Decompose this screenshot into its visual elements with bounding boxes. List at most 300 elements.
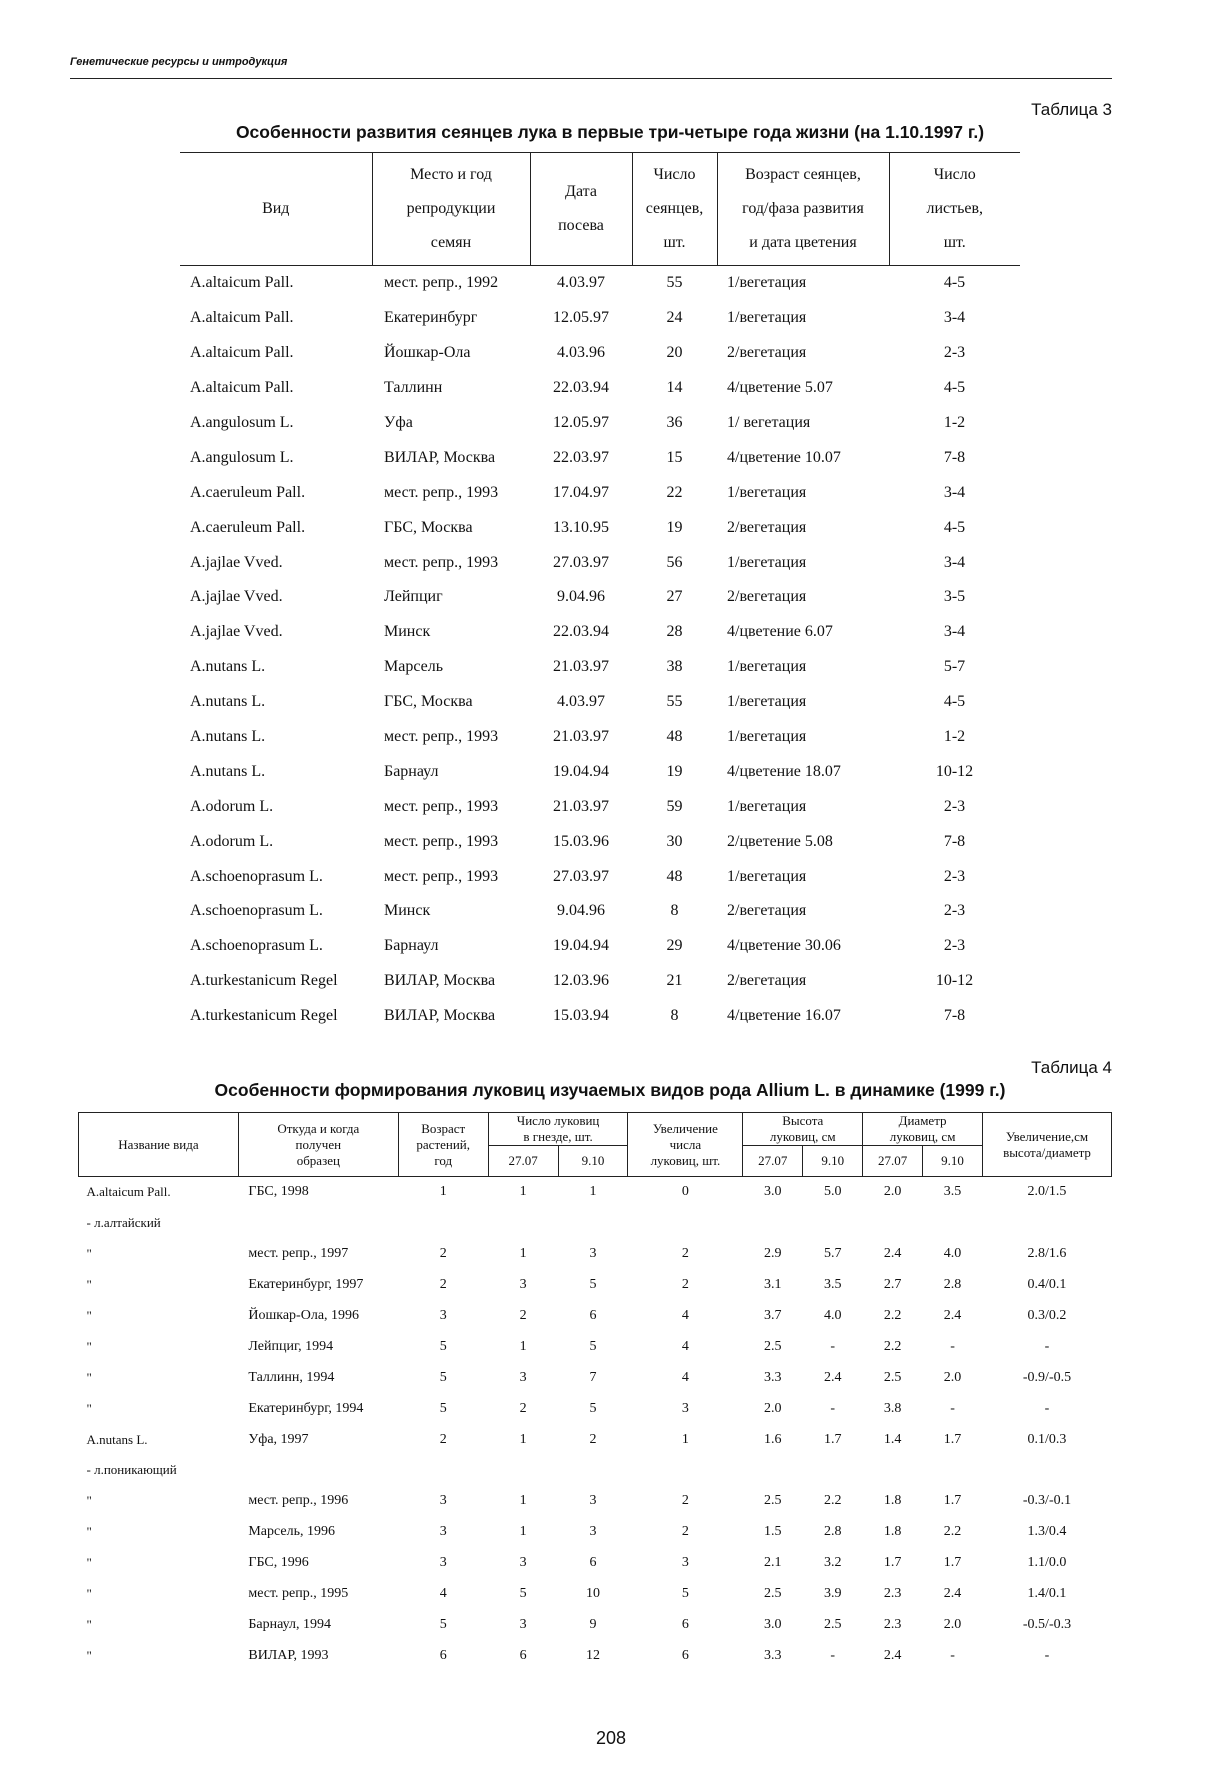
table4-cell: 1 [519, 1338, 527, 1354]
table4-cell: 2 [439, 1246, 447, 1262]
table4-cell: 5 [589, 1277, 597, 1293]
table3-row [180, 545, 1020, 580]
table4-cell: 2.4 [823, 1369, 842, 1385]
table3-cell: A.turkestanicum Regel [190, 1007, 338, 1025]
table4-cell: Уфа, 1997 [248, 1431, 309, 1447]
table4-cell: " [86, 1400, 92, 1416]
table4-cell [863, 1455, 923, 1486]
table3-cell: 12.05.97 [553, 309, 609, 327]
table4-cell: " [86, 1616, 92, 1632]
table3-cell: A.schoenoprasum L. [190, 937, 323, 955]
table4-cell: Йошкар-Ола, 1996 [248, 1308, 360, 1323]
table4-cell: 4 [681, 1369, 689, 1385]
page-number: 208 [595, 1728, 627, 1748]
table3-cell: Уфа [384, 414, 413, 431]
table4-header-diameter-d2: 9.10 [923, 1146, 983, 1177]
table3-cell: A.jajlae Vved. [190, 553, 283, 571]
table4-cell: 2.0 [764, 1400, 782, 1416]
table3-cell: A.nutans L. [190, 693, 266, 711]
table3-cell: 48 [666, 728, 683, 746]
table4-cell: 1.5 [764, 1524, 782, 1540]
table3-cell: Барнаул [384, 937, 439, 955]
table4-row [79, 1208, 1112, 1239]
table3-cell: 27.03.97 [553, 553, 609, 571]
table4-cell [743, 1208, 803, 1239]
table3-cell: 36 [666, 414, 683, 431]
table4-row [79, 1331, 1112, 1362]
table3-cell: 22 [666, 483, 683, 501]
table4-cell: 5 [589, 1400, 597, 1416]
table4-cell: 3.1 [764, 1277, 782, 1293]
table4-cell: 2.2 [883, 1308, 902, 1323]
table4-cell: 5 [589, 1338, 597, 1354]
table3-cell: 4.03.97 [557, 274, 605, 292]
table4-cell: 2 [519, 1400, 527, 1416]
table4-cell: 1.7 [943, 1431, 962, 1447]
table4-cell: 9 [589, 1616, 597, 1632]
table3-row [180, 475, 1020, 510]
table3-cell: 59 [666, 797, 683, 815]
table4-cell: 3 [439, 1524, 447, 1540]
table3-cell: 1/вегетация [727, 728, 807, 746]
table4-cell: 3 [681, 1555, 689, 1571]
table4-cell: 1.4/0.1 [1027, 1586, 1067, 1602]
table3 [180, 152, 1020, 1034]
table4-cell: ГБС, 1996 [248, 1555, 309, 1571]
table3-row [180, 266, 1020, 301]
table4-cell: - [950, 1400, 955, 1416]
table4-cell: " [86, 1308, 92, 1323]
table3-cell: A.jajlae Vved. [190, 623, 283, 641]
table4-row [79, 1362, 1112, 1393]
table4-cell: 0 [628, 1177, 743, 1208]
table3-row [180, 685, 1020, 720]
table4-cell: 7 [589, 1369, 597, 1385]
table3-cell: 20 [666, 344, 683, 362]
table4-cell [983, 1455, 1112, 1486]
table3-cell: мест. репр., 1993 [384, 867, 499, 885]
table3-cell: 4-5 [943, 518, 966, 536]
table3-body [180, 266, 1020, 1034]
table4-row [79, 1301, 1112, 1332]
table4-header-height-d1: 27.07 [743, 1146, 803, 1177]
table4-cell: " [86, 1338, 92, 1354]
table4-cell: 2.5 [764, 1586, 782, 1602]
table3-cell: 12.05.97 [553, 414, 609, 431]
table3-cell: 4.03.97 [557, 693, 605, 711]
table4-cell: 2.7 [883, 1277, 902, 1293]
table4-cell: ВИЛАР, 1993 [248, 1647, 329, 1663]
table4-cell: " [86, 1277, 92, 1293]
table4-cell: 3 [519, 1277, 527, 1293]
table4-row [79, 1640, 1112, 1671]
table3-row [180, 580, 1020, 615]
table4-cell: 1 [398, 1177, 488, 1208]
table4-cell: 1 [488, 1177, 558, 1208]
table4-cell: ГБС, 1998 [238, 1177, 398, 1208]
table3-cell: Таллинн [384, 379, 443, 397]
table3-cell: 3-4 [943, 309, 966, 327]
table4-cell: - [830, 1400, 836, 1416]
table3-cell: 1/вегетация [727, 309, 807, 327]
table4-cell [803, 1455, 863, 1486]
table4-header-diameter: Диаметр луковиц, см [863, 1113, 983, 1146]
table3-cell: 1-2 [943, 728, 966, 746]
table4-header-diameter-d1: 27.07 [863, 1146, 923, 1177]
table3-cell: 2/вегетация [727, 344, 807, 362]
table4-body [79, 1177, 1112, 1672]
table3-cell: 1/вегетация [727, 274, 807, 292]
table4-cell: 3 [519, 1369, 527, 1385]
table4-cell: - л.алтайский [86, 1215, 161, 1231]
table3-row [180, 964, 1020, 999]
table4-cell: 4.0 [943, 1246, 962, 1262]
table3-row [180, 894, 1020, 929]
table4-cell: 3.0 [743, 1177, 803, 1208]
table4-cell: 5 [681, 1586, 689, 1602]
table4-cell: 1 [558, 1177, 628, 1208]
table4-cell: 6 [681, 1616, 689, 1632]
table4-cell: - [950, 1647, 955, 1663]
table3-row [180, 406, 1020, 441]
running-header [70, 56, 1112, 79]
table4-cell: 1.8 [883, 1524, 902, 1540]
table3-label: Таблица 3 [1031, 100, 1112, 119]
table4-cell: - л.поникающий [86, 1462, 177, 1478]
table3-cell: 19 [666, 762, 683, 780]
table3-cell: 12.03.96 [553, 972, 609, 990]
table4-cell: 1.8 [883, 1493, 902, 1509]
table4-cell [743, 1455, 803, 1486]
table3-cell: мест. репр., 1993 [384, 728, 499, 746]
table3-cell: 1/вегетация [727, 553, 807, 571]
table3-cell: ГБС, Москва [384, 693, 473, 711]
table4-cell: 4.0 [823, 1308, 842, 1323]
table4-cell: 2.8 [943, 1277, 962, 1293]
table4-cell: 0.4/0.1 [1027, 1277, 1067, 1293]
table3-cell: 2/вегетация [727, 518, 807, 536]
table3-row [180, 440, 1020, 475]
table4-cell: 3.8 [883, 1400, 902, 1416]
table3-cell: 9.04.96 [557, 588, 605, 606]
table3-cell: 4-5 [943, 693, 966, 711]
table3-cell: A.nutans L. [190, 762, 266, 780]
table4-cell: 3.3 [764, 1369, 782, 1385]
table3-cell: 30 [666, 832, 683, 850]
table3-cell: 19.04.94 [553, 937, 609, 955]
table4-cell: " [86, 1369, 92, 1385]
table4-cell: " [86, 1493, 92, 1509]
table3-cell: 21 [666, 972, 683, 990]
table4-cell: 3 [589, 1524, 597, 1540]
table4-cell [488, 1208, 558, 1239]
table4-cell: 2 [681, 1524, 689, 1540]
table3-row [180, 615, 1020, 650]
table3-cell: 15 [666, 448, 683, 466]
table3-cell: 10-12 [935, 972, 974, 990]
table3-row [180, 859, 1020, 894]
table3-cell: 2-3 [943, 797, 966, 815]
table4-cell: 2.5 [764, 1493, 782, 1509]
table3-cell: 21.03.97 [553, 797, 609, 815]
table3-cell: 2/вегетация [727, 972, 807, 990]
table4-cell: Таллинн, 1994 [248, 1369, 335, 1385]
table3-cell: A.turkestanicum Regel [190, 972, 338, 990]
table4-cell: 4 [681, 1338, 689, 1354]
table3-cell: 1/ вегетация [727, 414, 811, 431]
table3-cell: 3-5 [943, 588, 966, 606]
table4-cell: 2 [439, 1431, 447, 1447]
table3-cell: 7-8 [943, 448, 966, 466]
table4-cell: 3 [439, 1493, 447, 1509]
table3-cell: 1/вегетация [727, 867, 807, 885]
table3-row [180, 824, 1020, 859]
table3-cell: A.altaicum Pall. [190, 274, 294, 292]
table3-cell: 8 [670, 1007, 679, 1025]
table3-cell: мест. репр., 1993 [384, 553, 499, 571]
table4-cell: 6 [519, 1647, 527, 1663]
table4-row [79, 1270, 1112, 1301]
table4-cell: 6 [681, 1647, 689, 1663]
table4-header-height: Высота луковиц, см [743, 1113, 863, 1146]
table4-cell: 3.3 [764, 1647, 782, 1663]
table4-row [79, 1486, 1112, 1517]
table3-cell: A.altaicum Pall. [190, 309, 294, 327]
table3-cell: 2-3 [943, 937, 966, 955]
table3-cell: 19 [666, 518, 683, 536]
table4-title: Особенности формирования луковиц изучаемых видов рода Allium L. в динамике (1999 г.) [214, 1080, 1006, 1100]
table3-cell: Екатеринбург [384, 309, 478, 327]
table4-cell [398, 1455, 488, 1486]
table3-cell: A.nutans L. [190, 658, 266, 676]
table3-cell: A.angulosum L. [190, 414, 294, 431]
table4-cell: - [830, 1647, 836, 1663]
table4-row [79, 1609, 1112, 1640]
table3-cell: Минск [384, 623, 431, 641]
table4-cell: 6 [589, 1308, 597, 1323]
table3-title: Особенности развития сеянцев лука в первые три-четыре года жизни (на 1.10.1997 г.) [235, 122, 985, 142]
table4-cell: -0.3/-0.1 [1022, 1493, 1072, 1509]
table4-cell: - [1044, 1400, 1050, 1416]
table4-cell: 2.1 [764, 1555, 782, 1571]
table4-cell: 2.8/1.6 [1027, 1246, 1067, 1262]
table4-cell [628, 1455, 743, 1486]
table4-header-source: Откуда и когда получен образец [238, 1113, 398, 1177]
table3-cell: 55 [666, 274, 683, 292]
table4-cell: 2.5 [764, 1338, 782, 1354]
table3-cell: 2-3 [943, 344, 966, 362]
table4-header-count-d1: 27.07 [488, 1146, 558, 1177]
table3-header-leaves: Число листьев, шт. [889, 153, 1020, 266]
table4-cell: 2.9 [764, 1246, 782, 1262]
table4-cell: - [1044, 1338, 1050, 1354]
table4-header-name: Название вида [79, 1113, 239, 1177]
table3-cell: A.schoenoprasum L. [190, 867, 323, 885]
table3-cell: A.jajlae Vved. [190, 588, 283, 606]
table4-cell: 2 [681, 1246, 689, 1262]
table3-cell: 1-2 [943, 414, 966, 431]
table4-cell: 5 [439, 1369, 447, 1385]
table4-cell: 3.5 [923, 1177, 983, 1208]
table4-cell: мест. репр., 1996 [248, 1493, 349, 1509]
table3-row [180, 720, 1020, 755]
table4-cell: 4 [439, 1586, 447, 1602]
table3-cell: 4/цветение 10.07 [727, 448, 841, 466]
table4-cell: 2.4 [943, 1308, 962, 1323]
table3-cell: 55 [666, 693, 683, 711]
table4-cell: Екатеринбург, 1994 [248, 1400, 364, 1416]
table4-cell: 1.7 [883, 1555, 902, 1571]
table3-cell: 22.03.97 [553, 448, 609, 466]
table3-cell: 15.03.94 [553, 1007, 609, 1025]
table3-row [180, 371, 1020, 406]
table4-cell [923, 1208, 983, 1239]
table4-row [79, 1517, 1112, 1548]
table3-cell: 1/вегетация [727, 483, 807, 501]
table4-cell: -0.9/-0.5 [1022, 1369, 1072, 1385]
table3-cell: 38 [666, 658, 683, 676]
table3-cell: Барнаул [384, 762, 439, 780]
table4-cell [558, 1455, 628, 1486]
table3-cell: Марсель [384, 658, 444, 676]
table3-cell: 1/вегетация [727, 797, 807, 815]
table4-cell: - [830, 1338, 836, 1354]
table4-cell: 5 [439, 1338, 447, 1354]
table4-header-count: Число луковиц в гнезде, шт. [488, 1113, 628, 1146]
table4-cell: 1.7 [823, 1431, 842, 1447]
table4-cell [628, 1208, 743, 1239]
table4-cell: 2.0/1.5 [983, 1177, 1112, 1208]
table3-cell: 4/цветение 16.07 [727, 1007, 841, 1025]
table4-cell: 2.3 [883, 1586, 902, 1602]
table3-cell: мест. репр., 1992 [384, 274, 499, 292]
table4-cell: 2.0 [943, 1369, 962, 1385]
table4-cell: 2.4 [883, 1246, 902, 1262]
table3-cell: 4.03.96 [557, 344, 605, 362]
table4-cell: 5 [439, 1616, 447, 1632]
table4-cell: - [950, 1338, 955, 1354]
table3-row [180, 301, 1020, 336]
table4-cell: Лейпциг, 1994 [248, 1338, 334, 1354]
running-header-text: Генетические ресурсы и интродукция [70, 56, 288, 68]
table3-cell: A.schoenoprasum L. [190, 902, 323, 920]
table3-cell: A.odorum L. [190, 832, 274, 850]
table4-cell: " [86, 1647, 92, 1663]
table3-header-age: Возраст сеянцев, год/фаза развития и дата цветения [717, 153, 889, 266]
table3-cell: 2-3 [943, 902, 966, 920]
table3-cell: 22.03.94 [553, 379, 609, 397]
table4-cell: -0.5/-0.3 [1022, 1616, 1072, 1632]
table4-header-increase: Увеличение числа луковиц, шт. [628, 1113, 743, 1177]
table3-row [180, 336, 1020, 371]
table4-cell: 3.9 [823, 1586, 842, 1602]
table4-row [79, 1424, 1112, 1455]
table4-cell: 3 [589, 1246, 597, 1262]
table4-cell: 1.4 [883, 1431, 902, 1447]
table4-cell: 3 [589, 1493, 597, 1509]
table4-cell: 2.2 [883, 1338, 902, 1354]
table4-cell: 1.3/0.4 [1027, 1524, 1067, 1540]
table4-cell: 3.7 [764, 1308, 782, 1323]
table4-cell: 3 [439, 1308, 447, 1323]
table3-cell: 56 [666, 553, 683, 571]
table3-cell: A.altaicum Pall. [190, 344, 294, 362]
table3-cell: 2/вегетация [727, 902, 807, 920]
table4-cell: " [86, 1246, 92, 1262]
table3-cell: мест. репр., 1993 [384, 832, 499, 850]
table3-cell: 1/вегетация [727, 658, 807, 676]
table3-cell: 27.03.97 [553, 867, 609, 885]
table3-header-row [180, 153, 1020, 266]
table4-cell [923, 1455, 983, 1486]
table3-cell: 10-12 [935, 762, 974, 780]
table3-row [180, 754, 1020, 789]
table4-header-height-d2: 9.10 [803, 1146, 863, 1177]
table4-cell: 3.0 [764, 1616, 782, 1632]
table4-cell: 12 [586, 1647, 601, 1663]
table4-cell: " [86, 1524, 92, 1540]
table3-header-count: Число сеянцев, шт. [632, 153, 717, 266]
table3-cell: 27 [666, 588, 683, 606]
table4-cell: 1 [519, 1524, 527, 1540]
table3-cell: 4/цветение 30.06 [727, 937, 841, 955]
table4-cell: 5.0 [803, 1177, 863, 1208]
table4-cell: A.nutans L. [86, 1431, 148, 1447]
table3-row [180, 650, 1020, 685]
table3-cell: 3-4 [943, 623, 966, 641]
table3-cell: A.caeruleum Pall. [190, 518, 306, 536]
table3-cell: 48 [666, 867, 683, 885]
table4-cell: Барнаул, 1994 [248, 1616, 331, 1632]
table3-cell: 3-4 [943, 483, 966, 501]
table3-row [180, 929, 1020, 964]
table4-cell: 2.5 [883, 1369, 902, 1385]
table4-cell: 3 [519, 1555, 527, 1571]
table3-cell: A.altaicum Pall. [190, 379, 294, 397]
table4-cell: 2 [589, 1431, 597, 1447]
table3-cell: 3-4 [943, 553, 966, 571]
table3-cell: 2/вегетация [727, 588, 807, 606]
table4-row [79, 1239, 1112, 1270]
table4-cell: 2.2 [823, 1493, 842, 1509]
table4-header-age: Возраст растений, год [398, 1113, 488, 1177]
table3-cell: 13.10.95 [553, 518, 609, 536]
table3-row [180, 510, 1020, 545]
table3-cell: Лейпциг [384, 588, 443, 606]
table4-cell: 2.3 [883, 1616, 902, 1632]
table4-cell: 1 [681, 1431, 689, 1447]
table3-cell: A.nutans L. [190, 728, 266, 746]
table4-cell: 2 [519, 1308, 527, 1323]
table3-cell: 29 [666, 937, 683, 955]
table3-cell: 7-8 [943, 1007, 966, 1025]
table4-cell: 3.5 [823, 1277, 842, 1293]
table4-cell [238, 1455, 398, 1486]
table4-cell: Марсель, 1996 [248, 1524, 335, 1540]
table4-cell: 5 [519, 1586, 527, 1602]
table3-cell: 2/цветение 5.08 [727, 832, 833, 850]
table3-cell: 4-5 [943, 274, 966, 292]
table3-cell: мест. репр., 1993 [384, 797, 499, 815]
table4-row [79, 1177, 1112, 1208]
table4-cell: 2.4 [883, 1647, 902, 1663]
table4-cell: 3.2 [823, 1555, 842, 1571]
table3-cell: 28 [666, 623, 683, 641]
table4-cell: 2 [681, 1493, 689, 1509]
table4-cell: 2.0 [863, 1177, 923, 1208]
table4-cell: - [1044, 1647, 1050, 1663]
table3-cell: A.caeruleum Pall. [190, 483, 306, 501]
